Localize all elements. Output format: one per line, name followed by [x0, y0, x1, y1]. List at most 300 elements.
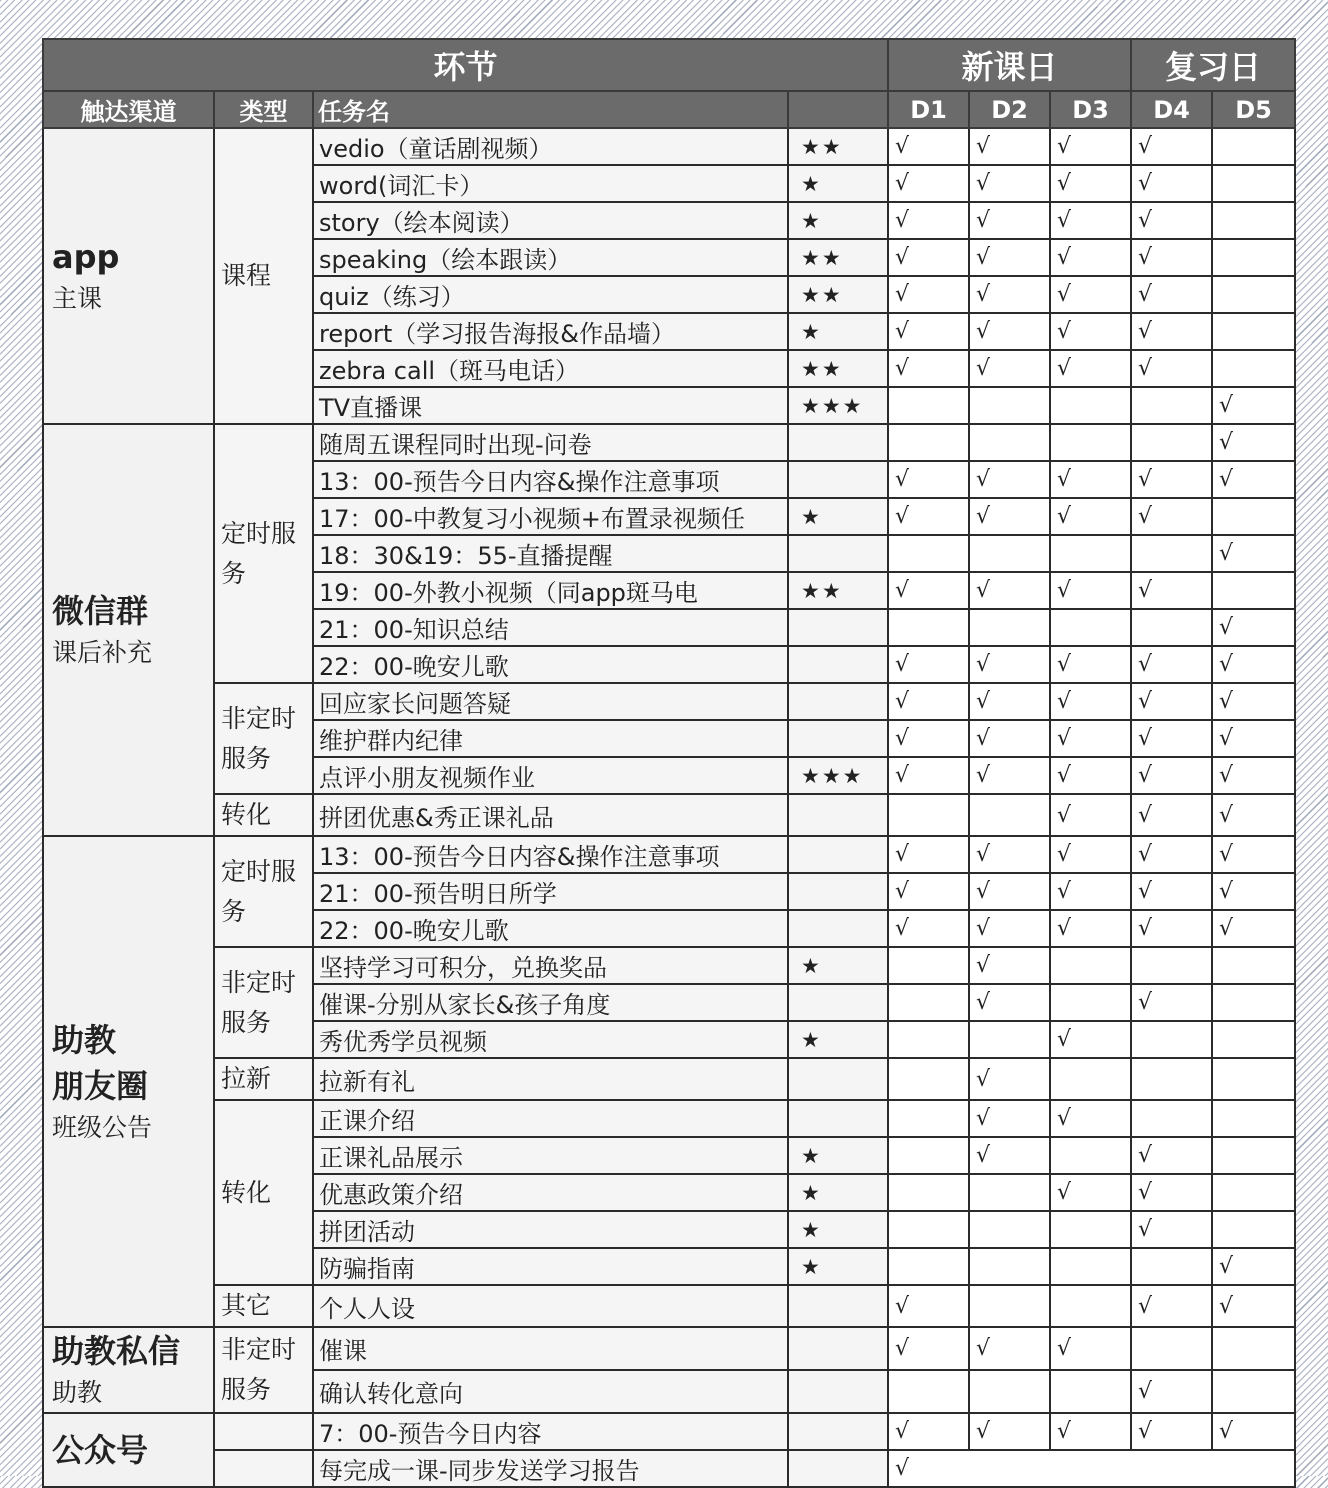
- priority-stars: ★: [788, 202, 888, 239]
- priority-stars: [788, 1370, 888, 1413]
- day-check-cell: √: [888, 646, 969, 683]
- day-check-cell: √: [969, 313, 1050, 350]
- day-check-cell: √: [969, 239, 1050, 276]
- type-cell: [214, 1450, 313, 1487]
- task-name: 19：00-外教小视频（同app斑马电: [313, 572, 788, 609]
- task-name: report（学习报告海报&作品墙）: [313, 313, 788, 350]
- day-check-cell: √: [1212, 387, 1295, 424]
- day-check-cell: √: [1212, 836, 1295, 873]
- day-check-cell: √: [1212, 794, 1295, 836]
- day-check-cell: √: [1131, 498, 1212, 535]
- day-check-cell: √: [1131, 276, 1212, 313]
- day-check-cell: √: [888, 720, 969, 757]
- channel-title: 助教私信: [52, 1332, 181, 1370]
- task-name: 拉新有礼: [313, 1058, 788, 1100]
- day-check-cell: √: [1212, 873, 1295, 910]
- schedule-sheet: [42, 38, 1294, 1485]
- priority-stars: [788, 984, 888, 1021]
- day-check-cell: [1212, 1021, 1295, 1058]
- channel-subtitle: 助教: [52, 1378, 103, 1407]
- priority-stars: [788, 1100, 888, 1137]
- priority-stars: [788, 1327, 888, 1370]
- header-review-days: 复习日: [1131, 39, 1295, 91]
- day-check-cell: √: [1212, 1285, 1295, 1327]
- day-check-cell: √: [1131, 794, 1212, 836]
- day-check-cell: [888, 387, 969, 424]
- day-check-cell: √: [1131, 1137, 1212, 1174]
- day-check-cell: [1212, 239, 1295, 276]
- day-check-cell: √: [888, 165, 969, 202]
- day-check-cell: [1131, 947, 1212, 984]
- day-check-cell: √: [1212, 646, 1295, 683]
- day-check-cell: [969, 387, 1050, 424]
- day-check-cell: [1212, 498, 1295, 535]
- day-check-cell: √: [1212, 757, 1295, 794]
- type-cell: 转化: [214, 794, 313, 836]
- table-row: [43, 947, 1295, 984]
- day-check-cell: √: [1050, 239, 1131, 276]
- day-check-cell: [888, 1021, 969, 1058]
- day-check-cell: √: [969, 720, 1050, 757]
- day-check-cell: [1050, 1058, 1131, 1100]
- day-check-cell: √: [1131, 239, 1212, 276]
- type-cell: 非定时服务: [214, 1327, 313, 1413]
- day-check-cell: [969, 1370, 1050, 1413]
- day-check-cell: √: [969, 947, 1050, 984]
- priority-stars: ★: [788, 947, 888, 984]
- day-check-cell: √: [1131, 873, 1212, 910]
- priority-stars: [788, 720, 888, 757]
- day-check-cell: √: [888, 276, 969, 313]
- priority-stars: ★: [788, 1137, 888, 1174]
- day-check-cell: √: [888, 1413, 969, 1450]
- day-check-cell: [1131, 424, 1212, 461]
- day-check-cell: √: [969, 757, 1050, 794]
- day-check-cell: [969, 794, 1050, 836]
- header-new-days: 新课日: [888, 39, 1131, 91]
- day-check-cell: [1212, 313, 1295, 350]
- day-check-cell: [969, 1248, 1050, 1285]
- day-check-cell: √: [969, 276, 1050, 313]
- priority-stars: ★★: [788, 239, 888, 276]
- day-check-cell: [1212, 1137, 1295, 1174]
- day-check-cell: [969, 1021, 1050, 1058]
- day-check-cell: [1050, 535, 1131, 572]
- day-check-cell: √: [1050, 873, 1131, 910]
- day-check-cell: √: [969, 1413, 1050, 1450]
- day-check-cell: √: [888, 1327, 969, 1370]
- priority-stars: ★: [788, 498, 888, 535]
- day-check-cell: √: [1212, 424, 1295, 461]
- day-check-cell: √: [1131, 720, 1212, 757]
- day-check-cell: [888, 424, 969, 461]
- day-check-cell: [1131, 1100, 1212, 1137]
- header-stars: [788, 91, 888, 128]
- task-name: 确认转化意向: [313, 1370, 788, 1413]
- task-name: word(词汇卡）: [313, 165, 788, 202]
- day-check-cell: √: [1050, 720, 1131, 757]
- day-check-cell: √: [1131, 313, 1212, 350]
- day-check-cell: [888, 1137, 969, 1174]
- day-check-cell: [1212, 1211, 1295, 1248]
- day-check-cell: [888, 1211, 969, 1248]
- priority-stars: ★★: [788, 276, 888, 313]
- day-check-cell: √: [969, 1137, 1050, 1174]
- task-name: 13：00-预告今日内容&操作注意事项: [313, 461, 788, 498]
- task-name: 点评小朋友视频作业: [313, 757, 788, 794]
- day-check-cell: √: [1050, 683, 1131, 720]
- task-name: TV直播课: [313, 387, 788, 424]
- day-check-cell: √: [1131, 984, 1212, 1021]
- task-name: 防骗指南: [313, 1248, 788, 1285]
- day-check-cell: [1212, 1058, 1295, 1100]
- day-check-cell: [888, 609, 969, 646]
- day-check-cell: √: [1050, 1100, 1131, 1137]
- day-check-cell: [888, 1370, 969, 1413]
- day-check-cell: [1050, 609, 1131, 646]
- day-check-cell: √: [1131, 202, 1212, 239]
- day-check-cell: √: [888, 1450, 1295, 1487]
- day-check-cell: [1131, 387, 1212, 424]
- day-check-cell: √: [969, 498, 1050, 535]
- day-check-cell: √: [1050, 165, 1131, 202]
- table-row: [43, 1327, 1295, 1370]
- day-check-cell: [888, 1100, 969, 1137]
- type-cell: 定时服务: [214, 424, 313, 683]
- task-name: 个人人设: [313, 1285, 788, 1327]
- header-type: 类型: [214, 91, 313, 128]
- day-check-cell: [1212, 984, 1295, 1021]
- day-check-cell: √: [888, 836, 969, 873]
- header-day: D4: [1131, 91, 1212, 128]
- priority-stars: ★: [788, 165, 888, 202]
- channel-title: 微信群: [52, 592, 149, 630]
- day-check-cell: √: [1212, 461, 1295, 498]
- day-check-cell: √: [969, 836, 1050, 873]
- day-check-cell: √: [1050, 1174, 1131, 1211]
- day-check-cell: √: [1050, 202, 1131, 239]
- type-cell: 转化: [214, 1100, 313, 1285]
- priority-stars: [788, 1450, 888, 1487]
- day-check-cell: √: [1050, 350, 1131, 387]
- type-cell: 非定时服务: [214, 947, 313, 1058]
- day-check-cell: √: [1131, 165, 1212, 202]
- day-check-cell: √: [1050, 646, 1131, 683]
- task-name: 回应家长问题答疑: [313, 683, 788, 720]
- header-day: D5: [1212, 91, 1295, 128]
- day-check-cell: √: [969, 1100, 1050, 1137]
- day-check-cell: √: [1131, 350, 1212, 387]
- day-check-cell: √: [1050, 498, 1131, 535]
- table-row: [43, 836, 1295, 873]
- day-check-cell: [969, 609, 1050, 646]
- task-name: story（绘本阅读）: [313, 202, 788, 239]
- task-name: 催课: [313, 1327, 788, 1370]
- task-name: 7：00-预告今日内容: [313, 1413, 788, 1450]
- task-name: zebra call（斑马电话）: [313, 350, 788, 387]
- day-check-cell: √: [1050, 836, 1131, 873]
- priority-stars: [788, 535, 888, 572]
- day-check-cell: √: [1131, 461, 1212, 498]
- day-check-cell: √: [969, 1058, 1050, 1100]
- day-check-cell: [888, 1058, 969, 1100]
- type-cell: 课程: [214, 128, 313, 424]
- day-check-cell: [969, 535, 1050, 572]
- day-check-cell: √: [1131, 910, 1212, 947]
- task-name: 坚持学习可积分，兑换奖品: [313, 947, 788, 984]
- priority-stars: [788, 683, 888, 720]
- priority-stars: [788, 1058, 888, 1100]
- day-check-cell: [1212, 572, 1295, 609]
- task-name: 随周五课程同时出现-问卷: [313, 424, 788, 461]
- day-check-cell: [888, 984, 969, 1021]
- day-check-cell: √: [1212, 1248, 1295, 1285]
- day-check-cell: √: [1050, 1413, 1131, 1450]
- day-check-cell: √: [1131, 1174, 1212, 1211]
- day-check-cell: [1212, 165, 1295, 202]
- day-check-cell: √: [1131, 836, 1212, 873]
- day-check-cell: √: [888, 313, 969, 350]
- day-check-cell: √: [969, 683, 1050, 720]
- day-check-cell: [1131, 1021, 1212, 1058]
- day-check-cell: √: [969, 202, 1050, 239]
- day-check-cell: √: [969, 572, 1050, 609]
- day-check-cell: √: [888, 757, 969, 794]
- priority-stars: ★: [788, 1174, 888, 1211]
- task-name: 13：00-预告今日内容&操作注意事项: [313, 836, 788, 873]
- day-check-cell: √: [888, 1285, 969, 1327]
- day-check-cell: √: [969, 461, 1050, 498]
- priority-stars: [788, 461, 888, 498]
- day-check-cell: [1212, 1327, 1295, 1370]
- day-check-cell: [1050, 1248, 1131, 1285]
- day-check-cell: √: [888, 683, 969, 720]
- day-check-cell: √: [1050, 128, 1131, 165]
- header-row-2: [43, 91, 1295, 128]
- day-check-cell: [1212, 202, 1295, 239]
- table-row: [43, 1450, 1295, 1487]
- day-check-cell: √: [1131, 1413, 1212, 1450]
- day-check-cell: √: [1131, 683, 1212, 720]
- day-check-cell: √: [1131, 1370, 1212, 1413]
- day-check-cell: √: [888, 239, 969, 276]
- day-check-cell: √: [888, 350, 969, 387]
- table-row: [43, 683, 1295, 720]
- task-name: vedio（童话剧视频）: [313, 128, 788, 165]
- task-name: speaking（绘本跟读）: [313, 239, 788, 276]
- day-check-cell: [1212, 1174, 1295, 1211]
- day-check-cell: [1050, 1137, 1131, 1174]
- task-name: 拼团活动: [313, 1211, 788, 1248]
- day-check-cell: √: [969, 350, 1050, 387]
- table-row: [43, 1285, 1295, 1327]
- task-name: 维护群内纪律: [313, 720, 788, 757]
- day-check-cell: [1050, 424, 1131, 461]
- priority-stars: ★★: [788, 572, 888, 609]
- day-check-cell: [969, 424, 1050, 461]
- day-check-cell: √: [1212, 609, 1295, 646]
- task-name: 催课-分别从家长&孩子角度: [313, 984, 788, 1021]
- day-check-cell: √: [1050, 910, 1131, 947]
- day-check-cell: √: [969, 165, 1050, 202]
- day-check-cell: √: [969, 128, 1050, 165]
- day-check-cell: √: [969, 873, 1050, 910]
- table-body: [43, 128, 1295, 1487]
- day-check-cell: [1212, 350, 1295, 387]
- header-section: 环节: [43, 39, 888, 91]
- priority-stars: [788, 646, 888, 683]
- day-check-cell: √: [1050, 276, 1131, 313]
- table-row: [43, 1413, 1295, 1450]
- day-check-cell: [969, 1285, 1050, 1327]
- type-cell: [214, 1413, 313, 1450]
- day-check-cell: [1131, 1248, 1212, 1285]
- priority-stars: [788, 1285, 888, 1327]
- channel-cell: [43, 128, 214, 424]
- type-cell: 非定时服务: [214, 683, 313, 794]
- day-check-cell: √: [969, 646, 1050, 683]
- day-check-cell: √: [969, 910, 1050, 947]
- priority-stars: [788, 910, 888, 947]
- day-check-cell: √: [1050, 461, 1131, 498]
- day-check-cell: [888, 1174, 969, 1211]
- priority-stars: [788, 794, 888, 836]
- channel-title: 公众号: [52, 1431, 149, 1469]
- day-check-cell: √: [1131, 1211, 1212, 1248]
- header-day: D2: [969, 91, 1050, 128]
- day-check-cell: √: [1050, 313, 1131, 350]
- day-check-cell: [1050, 387, 1131, 424]
- table-row: [43, 794, 1295, 836]
- channel-subtitle: 班级公告: [52, 1112, 153, 1142]
- day-check-cell: √: [1131, 646, 1212, 683]
- day-check-cell: √: [1212, 683, 1295, 720]
- day-check-cell: [888, 794, 969, 836]
- day-check-cell: [1050, 1285, 1131, 1327]
- priority-stars: [788, 836, 888, 873]
- day-check-cell: [1212, 947, 1295, 984]
- day-check-cell: √: [1050, 757, 1131, 794]
- day-check-cell: √: [1212, 535, 1295, 572]
- day-check-cell: √: [1131, 128, 1212, 165]
- table-row: [43, 128, 1295, 165]
- day-check-cell: √: [1050, 794, 1131, 836]
- day-check-cell: [1131, 1327, 1212, 1370]
- day-check-cell: √: [888, 128, 969, 165]
- day-check-cell: √: [1131, 572, 1212, 609]
- table-row: [43, 424, 1295, 461]
- day-check-cell: [1131, 609, 1212, 646]
- header-day: D3: [1050, 91, 1131, 128]
- day-check-cell: [888, 947, 969, 984]
- task-name: 正课介绍: [313, 1100, 788, 1137]
- priority-stars: [788, 424, 888, 461]
- task-name: quiz（练习）: [313, 276, 788, 313]
- day-check-cell: [888, 535, 969, 572]
- day-check-cell: [1212, 1100, 1295, 1137]
- priority-stars: ★★: [788, 350, 888, 387]
- priority-stars: [788, 1413, 888, 1450]
- header-day: D1: [888, 91, 969, 128]
- task-name: 优惠政策介绍: [313, 1174, 788, 1211]
- day-check-cell: √: [1212, 720, 1295, 757]
- channel-title: app: [52, 238, 120, 276]
- day-check-cell: √: [1212, 910, 1295, 947]
- day-check-cell: √: [1212, 1413, 1295, 1450]
- header-row-1: [43, 39, 1295, 91]
- day-check-cell: √: [888, 910, 969, 947]
- day-check-cell: [1050, 1370, 1131, 1413]
- priority-stars: ★: [788, 1248, 888, 1285]
- day-check-cell: √: [888, 498, 969, 535]
- day-check-cell: √: [1131, 757, 1212, 794]
- task-name: 正课礼品展示: [313, 1137, 788, 1174]
- task-name: 22：00-晚安儿歌: [313, 646, 788, 683]
- day-check-cell: [888, 1248, 969, 1285]
- day-check-cell: [1212, 1370, 1295, 1413]
- task-name: 22：00-晚安儿歌: [313, 910, 788, 947]
- task-name: 21：00-预告明日所学: [313, 873, 788, 910]
- day-check-cell: √: [1131, 1285, 1212, 1327]
- day-check-cell: √: [1050, 572, 1131, 609]
- day-check-cell: √: [888, 572, 969, 609]
- channel-subtitle: 课后补充: [52, 638, 153, 667]
- day-check-cell: [969, 1174, 1050, 1211]
- header-channel: 触达渠道: [43, 91, 214, 128]
- day-check-cell: √: [969, 1327, 1050, 1370]
- day-check-cell: √: [1050, 1327, 1131, 1370]
- task-name: 拼团优惠&秀正课礼品: [313, 794, 788, 836]
- channel-subtitle: 主课: [52, 284, 103, 313]
- day-check-cell: [1131, 535, 1212, 572]
- schedule-table: [42, 38, 1296, 1488]
- priority-stars: ★: [788, 1021, 888, 1058]
- type-cell: 拉新: [214, 1058, 313, 1100]
- day-check-cell: [1212, 128, 1295, 165]
- day-check-cell: [1212, 276, 1295, 313]
- priority-stars: ★★: [788, 128, 888, 165]
- table-row: [43, 1100, 1295, 1137]
- channel-cell: [43, 836, 214, 1327]
- header-task: 任务名: [313, 91, 788, 128]
- priority-stars: ★★★: [788, 387, 888, 424]
- day-check-cell: [969, 1211, 1050, 1248]
- day-check-cell: √: [888, 873, 969, 910]
- priority-stars: [788, 873, 888, 910]
- table-row: [43, 1058, 1295, 1100]
- day-check-cell: √: [888, 461, 969, 498]
- priority-stars: ★★★: [788, 757, 888, 794]
- task-name: 18：30&19：55-直播提醒: [313, 535, 788, 572]
- day-check-cell: [1050, 984, 1131, 1021]
- day-check-cell: √: [888, 202, 969, 239]
- channel-cell: [43, 424, 214, 836]
- task-name: 每完成一课-同步发送学习报告: [313, 1450, 788, 1487]
- day-check-cell: √: [969, 984, 1050, 1021]
- channel-cell: [43, 1327, 214, 1413]
- type-cell: 其它: [214, 1285, 313, 1327]
- priority-stars: ★: [788, 313, 888, 350]
- task-name: 17：00-中教复习小视频+布置录视频任: [313, 498, 788, 535]
- type-cell: 定时服务: [214, 836, 313, 947]
- priority-stars: ★: [788, 1211, 888, 1248]
- priority-stars: [788, 609, 888, 646]
- day-check-cell: [1131, 1058, 1212, 1100]
- channel-title: 助教 朋友圈: [52, 1020, 149, 1105]
- day-check-cell: [1050, 947, 1131, 984]
- day-check-cell: [1050, 1211, 1131, 1248]
- task-name: 秀优秀学员视频: [313, 1021, 788, 1058]
